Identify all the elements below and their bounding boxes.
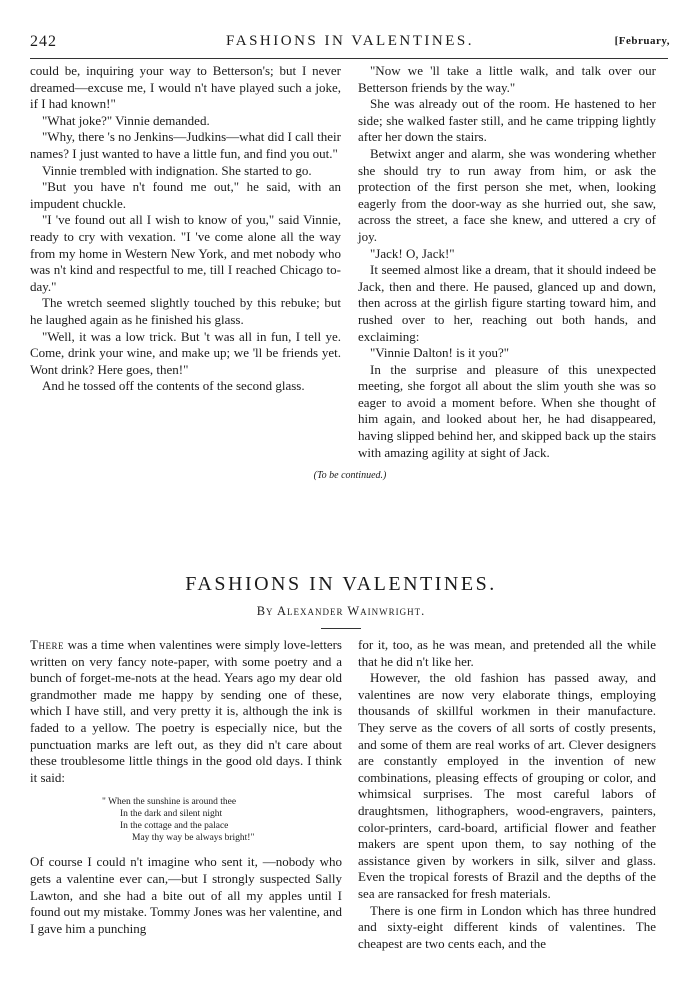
- paragraph: "Why, there 's no Jenkins—Judkins—what did I call their names? I just wanted to have a little fun, and find you out.": [30, 129, 341, 161]
- paragraph: could be, inquiring your way to Betterson's; but I never dreamed—excuse me, I would n't have played such a joke, if I had known!": [30, 63, 341, 112]
- page-number: 242: [30, 33, 57, 50]
- paragraph: The wretch seemed slightly touched by this rebuke; but he laughed again as he finished his glass.: [30, 295, 341, 327]
- paragraph: Of course I could n't imagine who sent it, —nobody who gets a valentine ever can,—but I strongly suspected Sally Lawton, and she had a bite out of all my apples until I found out my mistake. Tommy Jones was her valentine, and I gave him a punching: [30, 854, 342, 936]
- poem-line: In the cottage and the palace: [120, 821, 229, 832]
- article-column-left: [30, 637, 342, 937]
- paragraph: "What joke?" Vinnie demanded.: [42, 112, 210, 128]
- story-column-left: [30, 63, 341, 395]
- paragraph: However, the old fashion has passed away, and valentines are now very elaborate things, employing thousands of skillful workmen in their manufacture. They serve as the covers of all sorts of costly presents, and some of them are real works of art. Clever designers are constantly employed in the invention of new combinations, pleasing effects of grouping or color, and whimsical surprises. The most careful labors of draughtsmen, lithographers, wood-engravers, painters, color-printers, card-board, artificial flower and feather makers are spent upon them, to say nothing of the assistance given by workers in silk, silver and glass. Even the tropical forests of Brazil and the depths of the sea are ransacked for fresh materials.: [358, 670, 656, 901]
- article-column-right: [358, 637, 656, 952]
- paragraph: She was already out of the room. He hastened to her side; she walked faster still, and he came tripping lightly after her down the stairs.: [358, 96, 656, 145]
- article-byline: By Alexander Wainwright.: [256, 604, 426, 618]
- paragraph: "But you have n't found me out," he said, with an impudent chuckle.: [30, 179, 341, 211]
- paragraph: It seemed almost like a dream, that it should indeed be Jack, then and there. He paused, glanced up and down, then across at the girlish figure starting toward him, and rushed over to her, reaching out both hands, and exclaiming:: [358, 262, 656, 344]
- paragraph: "Well, it was a low trick. But 't was all in fun, I tell ye. Come, drink your wine, and make up; we 'll be friends yet. Wont drink? Here goes, then!": [30, 328, 341, 377]
- paragraph: "Now we 'll take a little walk, and talk over our Betterson friends by the way.": [358, 63, 656, 95]
- title-rule: [321, 628, 361, 629]
- opening-word: There: [30, 637, 64, 652]
- paragraph: There is one firm in London which has three hundred and sixty-eight different kinds of valentines. The cheapest are two cents each, and the: [358, 902, 656, 951]
- opening-text: was a time when valentines were simply love-letters written on very fancy note-paper, with some poetry and a bunch of forget-me-nots at the head. Years ago my dear old grandmother made me happy by sending one of these, which I have still, and very pretty it is, although the ink is faded to a yellow. The poetry is especially nice, but the punctuation marks are left out, as they did n't care about these troublesome little things in the good old days. I think it said:: [30, 637, 342, 785]
- poem-line: " When the sunshine is around thee: [102, 797, 237, 808]
- running-title: FASHIONS IN VALENTINES.: [226, 33, 474, 49]
- paragraph: "I 've found out all I wish to know of you," said Vinnie, ready to cry with vexation. "I 've come alone all the way from my home in Western New York, and met nobody who was n't kind and respectful to me, till I reached Chicago to-day.": [30, 212, 341, 294]
- page-header: [30, 33, 670, 57]
- paragraph: Vinnie trembled with indignation. She started to go.: [42, 162, 312, 178]
- paragraph: "Vinnie Dalton! is it you?": [370, 345, 510, 361]
- paragraph: for it, too, as he was mean, and pretended all the while that he did n't like her.: [358, 637, 656, 669]
- paragraph: Betwixt anger and alarm, she was wondering whether she should try to run away from him, or ask the protection of the first person she met, when, looking eagerly from the door-way as she hurried out, she saw, across the street, a face she knew, and uttered a cry of joy.: [358, 145, 656, 244]
- poem-line: In the dark and silent night: [120, 809, 223, 820]
- poem: [30, 796, 342, 844]
- opening-paragraph: [30, 637, 342, 786]
- story-column-right: [358, 63, 656, 461]
- to-be-continued: (To be continued.): [313, 470, 387, 481]
- header-rule: [30, 58, 668, 59]
- paragraph: In the surprise and pleasure of this unexpected meeting, she forgot all about the slim youth she was so eager to avoid a moment before. When she thought of him again, and looked about her, he had disappeared, having slipped behind her, and skipped back up the stairs with amazing agility at sight of Jack.: [358, 361, 656, 460]
- article-title: FASHIONS IN VALENTINES.: [185, 573, 497, 595]
- paragraph: "Jack! O, Jack!": [370, 245, 455, 261]
- paragraph: And he tossed off the contents of the second glass.: [42, 378, 305, 394]
- running-month: [February,: [614, 35, 670, 47]
- poem-line: May thy way be always bright!": [132, 833, 255, 844]
